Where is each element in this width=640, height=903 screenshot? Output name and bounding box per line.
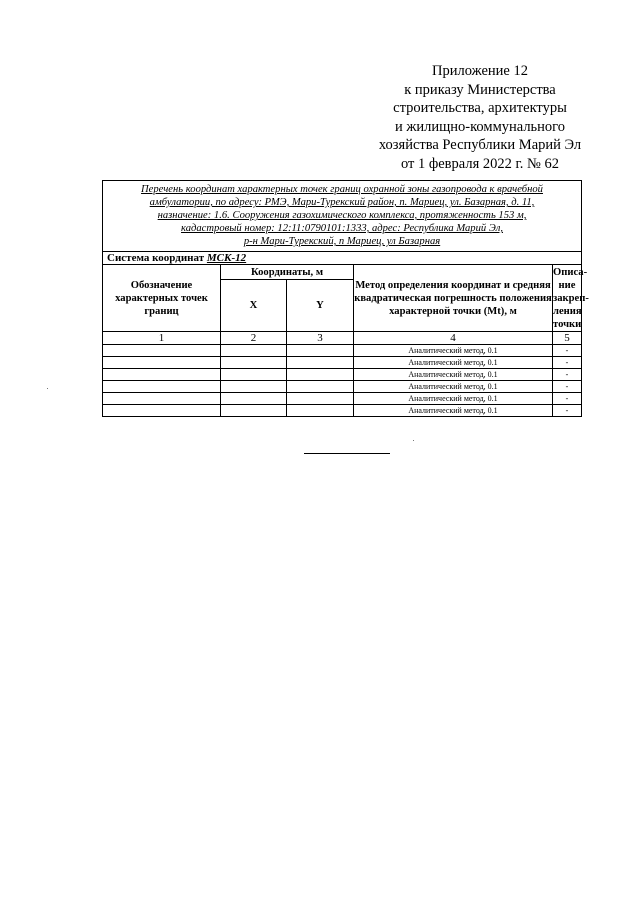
cell-x bbox=[221, 405, 287, 417]
column-number: 5 bbox=[553, 332, 582, 345]
cell-point bbox=[103, 381, 221, 393]
table-row bbox=[103, 357, 582, 369]
cell-method: Аналитический метод, 0.1 bbox=[354, 369, 553, 381]
cell-x bbox=[221, 381, 287, 393]
cell-y bbox=[287, 393, 354, 405]
cell-point bbox=[103, 357, 221, 369]
appendix-line: от 1 февраля 2022 г. № 62 bbox=[400, 155, 560, 172]
cell-point bbox=[103, 393, 221, 405]
coordinates-table bbox=[102, 180, 589, 417]
cell-y bbox=[287, 405, 354, 417]
cell-method: Аналитический метод, 0.1 bbox=[354, 405, 553, 417]
cell-description: - bbox=[553, 405, 582, 417]
cell-description: - bbox=[553, 357, 582, 369]
cell-y bbox=[287, 345, 354, 357]
table-row bbox=[103, 345, 582, 357]
cell-y bbox=[287, 381, 354, 393]
coordinate-system-row bbox=[103, 252, 582, 265]
coordinate-system-label: Система координат bbox=[107, 252, 205, 264]
appendix-header bbox=[360, 62, 600, 174]
cell-method: Аналитический метод, 0.1 bbox=[354, 393, 553, 405]
header-description: Описа-ние закреп-ления точки bbox=[553, 266, 589, 330]
column-number: 3 bbox=[287, 332, 354, 345]
header-x: X bbox=[221, 280, 287, 332]
cell-description: - bbox=[553, 381, 582, 393]
cell-method: Аналитический метод, 0.1 bbox=[354, 381, 553, 393]
table-row bbox=[103, 369, 582, 381]
cell-description: - bbox=[553, 345, 582, 357]
table-title-line: амбулатории, по адресу: РМЭ, Мари-Турекский район, п. Мариец, ул. Базарная, д. 11, bbox=[149, 197, 535, 208]
cell-method: Аналитический метод, 0.1 bbox=[354, 357, 553, 369]
cell-point bbox=[103, 345, 221, 357]
table-title bbox=[103, 181, 582, 252]
table-title-line: Перечень координат характерных точек границ охранной зоны газопровода к врачебной bbox=[141, 184, 543, 195]
table-row bbox=[103, 405, 582, 417]
closing-separator-line bbox=[304, 453, 390, 454]
table-title-line: назначение: 1.6. Сооружения газохимического комплекса, протяженность 153 м, bbox=[157, 210, 527, 221]
cell-x bbox=[221, 357, 287, 369]
appendix-line: к приказу Министерства bbox=[404, 81, 556, 98]
cell-description: - bbox=[553, 393, 582, 405]
table-row bbox=[103, 393, 582, 405]
header-coordinates: Координаты, м bbox=[221, 265, 354, 280]
column-numbers-row bbox=[103, 332, 582, 345]
cell-x bbox=[221, 345, 287, 357]
column-number: 2 bbox=[221, 332, 287, 345]
coordinate-system-value: МСК-12 bbox=[206, 252, 247, 264]
scan-speck bbox=[413, 440, 414, 441]
cell-point bbox=[103, 369, 221, 381]
appendix-line: хозяйства Республики Марий Эл bbox=[378, 137, 582, 154]
appendix-line: Приложение 12 bbox=[432, 63, 528, 79]
header-method: Метод определения координат и средняя квадратическая погрешность положения характерной точки (Mt), м bbox=[354, 265, 553, 332]
appendix-line: и жилищно-коммунального bbox=[394, 118, 566, 135]
cell-y bbox=[287, 369, 354, 381]
cell-y bbox=[287, 357, 354, 369]
scan-speck bbox=[47, 388, 48, 389]
cell-description: - bbox=[553, 369, 582, 381]
cell-point bbox=[103, 405, 221, 417]
column-number: 4 bbox=[354, 332, 553, 345]
header-points: Обозначение характерных точек границ bbox=[103, 265, 221, 332]
header-y: Y bbox=[287, 280, 354, 332]
appendix-line: строительства, архитектуры bbox=[393, 100, 567, 117]
table-title-line: кадастровый номер: 12:11:0790101:1333, адрес: Республика Марий Эл, bbox=[181, 223, 503, 234]
cell-x bbox=[221, 393, 287, 405]
table-title-line: р-н Мари-Турекский, п Мариец, ул Базарная bbox=[243, 236, 441, 247]
cell-method: Аналитический метод, 0.1 bbox=[354, 345, 553, 357]
cell-x bbox=[221, 369, 287, 381]
column-number: 1 bbox=[103, 332, 221, 345]
table-row bbox=[103, 381, 582, 393]
